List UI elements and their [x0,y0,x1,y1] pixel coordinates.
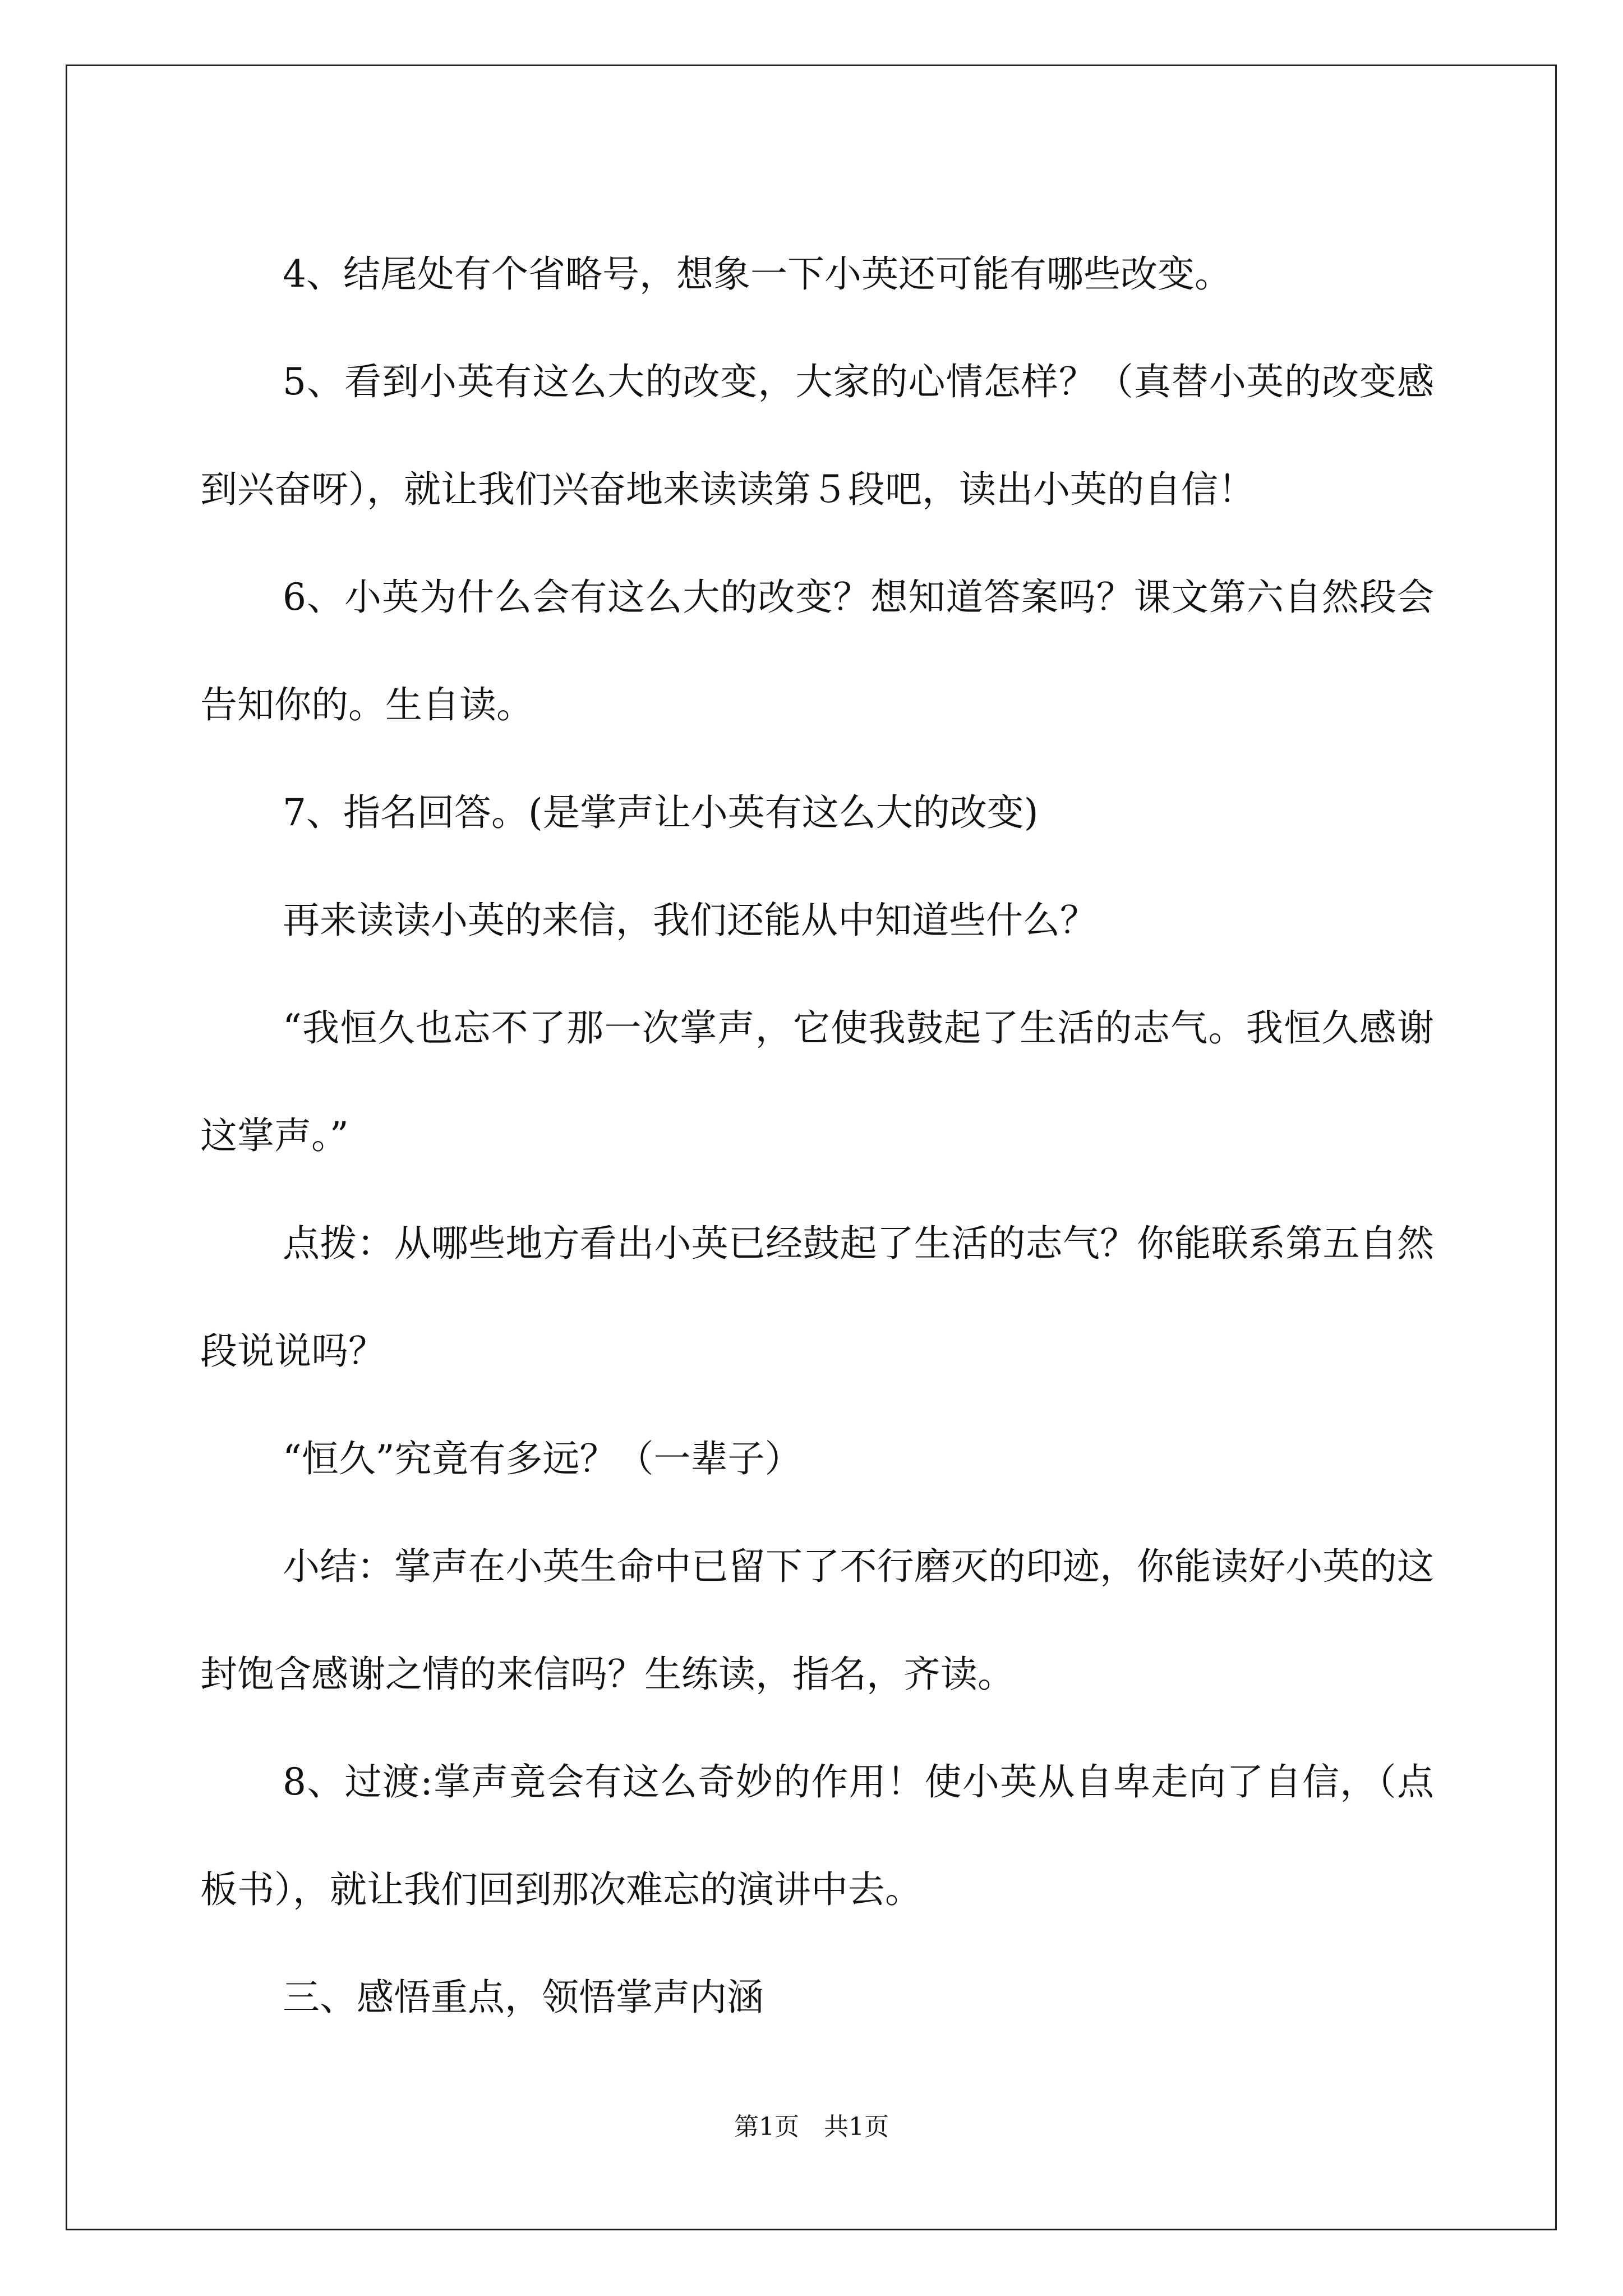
document-body [200,220,1434,2051]
paragraph-11: 三、感悟重点，领悟掌声内涵 [283,1976,764,2019]
paragraph-9: 小结：掌声在小英生命中已留下了不行磨灭的印迹，你能读好小英的这封饱含感谢之情的来信吗？生练读，指名，齐读。 [200,1545,1434,1696]
page-number-footer: 第1页 共1页 [734,2113,889,2141]
paragraph-5: 再来读读小英的来信，我们还能从中知道些什么？ [283,899,1097,942]
paragraph-2: 5、看到小英有这么大的改变，大家的心情怎样？（真替小英的改变感到兴奋呀），就让我们兴奋地来读读第５段吧，读出小英的自信！ [200,360,1434,511]
paragraph-1: 4、结尾处有个省略号，想象一下小英还可能有哪些改变。 [283,252,1232,296]
paragraph-6: “我恒久也忘不了那一次掌声，它使我鼓起了生活的志气。我恒久感谢这掌声。” [200,1006,1434,1157]
paragraph-8: “恒久”究竟有多远？（一辈子） [283,1437,802,1480]
paragraph-4: 7、指名回答。(是掌声让小英有这么大的改变) [283,791,1039,834]
paragraph-7: 点拨：从哪些地方看出小英已经鼓起了生活的志气？你能联系第五自然段说说吗？ [200,1222,1434,1373]
paragraph-10: 8、过渡:掌声竟会有这么奇妙的作用！使小英从自卑走向了自信，（点板书），就让我们回到那次难忘的演讲中去。 [200,1760,1434,1911]
paragraph-3: 6、小英为什么会有这么大的改变？想知道答案吗？课文第六自然段会告知你的。生自读。 [200,576,1434,726]
